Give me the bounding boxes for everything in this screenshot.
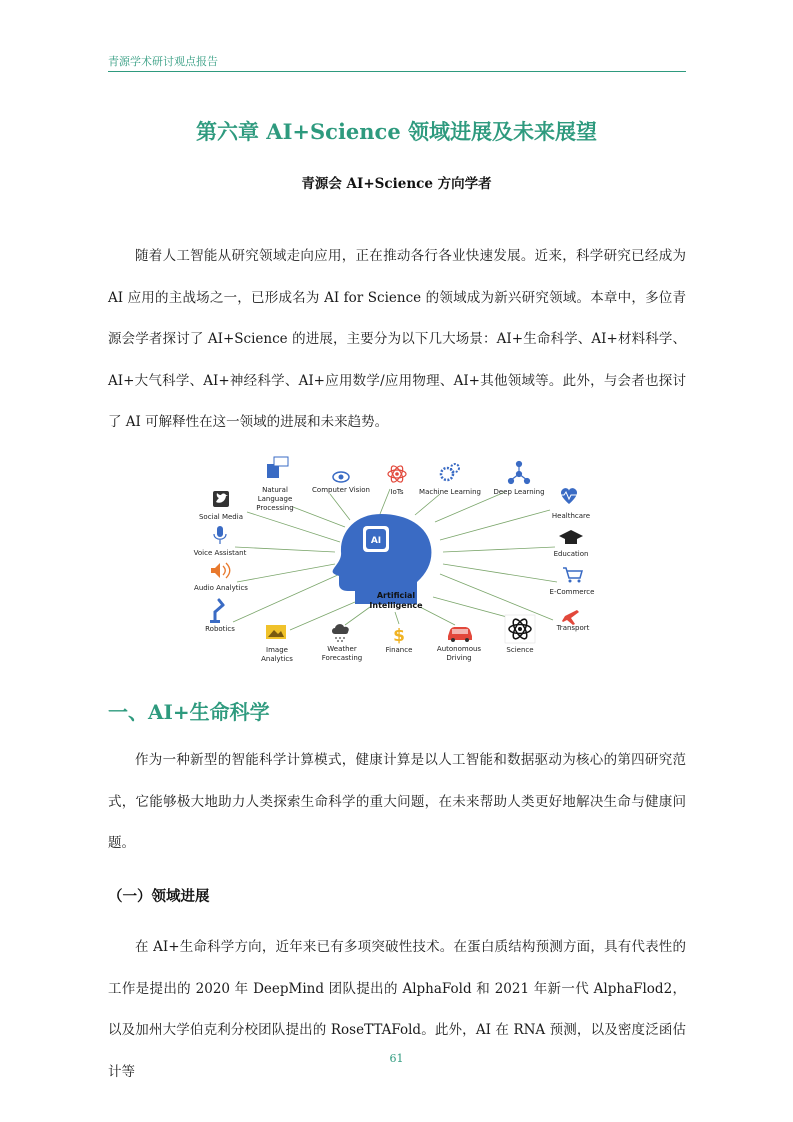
autonomous-label-1: Autonomous <box>436 645 482 653</box>
weather-label-2: Forecasting <box>321 654 363 662</box>
nlp-label-1: Natural <box>262 486 288 494</box>
ai-badge-text: AI <box>370 536 382 546</box>
robot-arm-icon <box>215 600 223 620</box>
image-analytics-label-2: Analytics <box>261 655 293 663</box>
voice-assistant-node <box>194 526 247 557</box>
airplane-icon <box>562 610 579 625</box>
section-title: 一、AI+生命科学 <box>108 700 270 724</box>
weather-node <box>322 624 362 662</box>
chapter-title: 第六章 AI+Science 领域进展及未来展望 <box>195 119 598 144</box>
heart-icon <box>561 488 577 504</box>
microphone-icon <box>217 526 223 537</box>
nlp-label-3: Processing <box>256 504 294 512</box>
image-analytics-label-1: Image <box>266 646 288 654</box>
finance-label: Finance <box>385 646 413 654</box>
rain-cloud-icon <box>332 624 349 634</box>
social-media-label: Social Media <box>198 513 244 521</box>
gears-icon <box>441 468 453 480</box>
voice-assistant-label: Voice Assistant <box>193 549 247 557</box>
machine-learning-node <box>419 464 481 496</box>
speaker-icon <box>211 563 220 578</box>
social-media-node <box>199 491 243 521</box>
education-node <box>554 530 589 558</box>
science-node <box>505 615 535 654</box>
audio-analytics-label: Audio Analytics <box>194 584 248 592</box>
nlp-node <box>256 457 293 512</box>
robotics-label: Robotics <box>205 625 235 633</box>
deep-learning-node <box>493 462 544 497</box>
weather-label-1: Weather <box>327 645 357 653</box>
education-label: Education <box>553 550 589 558</box>
page-number: 61 <box>389 1052 404 1065</box>
header-rule <box>108 71 686 72</box>
intro-paragraph: 随着人工智能从研究领域走向应用，正在推动各行各业快速发展。近来，科学研究已经成为 AI 应用的主战场之一，已形成名为 AI for Science 的领域成为新兴研究领域。本章中，多位青源会学者探讨了 AI+Science 的进展，主要分为以下几大场景：AI+生命科学、AI+材料科学、AI+大气科学、AI+神经科学、AI+应用数学/应用物理、AI+其他领域等。此外，与会者也探讨了 AI 可解释性在这一领域的进展和未来趋势。 <box>108 248 686 430</box>
ai-applications-figure <box>185 452 605 672</box>
computer-vision-label: Computer Vision <box>312 486 370 494</box>
healthcare-node <box>552 488 590 520</box>
ecommerce-label: E-Commerce <box>549 588 595 596</box>
network-icon <box>509 462 530 484</box>
iots-node <box>388 464 406 496</box>
nlp-label-2: Language <box>257 495 293 503</box>
transport-node <box>556 610 590 632</box>
image-analytics-node <box>261 625 293 663</box>
transport-label: Transport <box>556 624 590 632</box>
section-paragraph: 作为一种新型的智能科学计算模式，健康计算是以人工智能和数据驱动为核心的第四研究范式，它能够极大地助力人类探索生命科学的重大问题，在未来帮助人类更好地解决生命与健康问题。 <box>108 752 686 851</box>
deep-learning-label: Deep Learning <box>493 488 545 496</box>
subsection-paragraph: 在 AI+生命科学方向，近年来已有多项突破性技术。在蛋白质结构预测方面，具有代表性的工作是提出的 2020 年 DeepMind 团队提出的 AlphaFold 和 2021 年新一代 AlphaFlod2，以及加州大学伯克利分校团队提出的 RoseTTAFold。此外，AI 在 RNA 预测，以及密度泛函估计等 <box>108 939 686 1080</box>
autonomous-label-2: Driving <box>446 654 472 662</box>
machine-learning-label: Machine Learning <box>419 488 481 496</box>
healthcare-label: Healthcare <box>551 512 591 520</box>
autonomous-driving-node <box>437 627 482 662</box>
iots-label: IoTs <box>390 488 404 496</box>
dollar-icon: $ <box>393 626 405 646</box>
finance-node <box>386 626 413 654</box>
robotics-node <box>205 600 235 633</box>
center-label-line1: Artificial <box>376 591 416 600</box>
audio-analytics-node <box>194 563 248 592</box>
chapter-author: 青源会 AI+Science 方向学者 <box>301 176 492 192</box>
science-label: Science <box>506 646 534 654</box>
running-header: 青源学术研讨观点报告 <box>108 55 218 68</box>
center-label-line2: Intelligence <box>369 601 423 610</box>
shopping-cart-icon <box>563 568 582 578</box>
subsection-title: （一）领域进展 <box>108 888 210 905</box>
computer-vision-node <box>312 472 370 494</box>
